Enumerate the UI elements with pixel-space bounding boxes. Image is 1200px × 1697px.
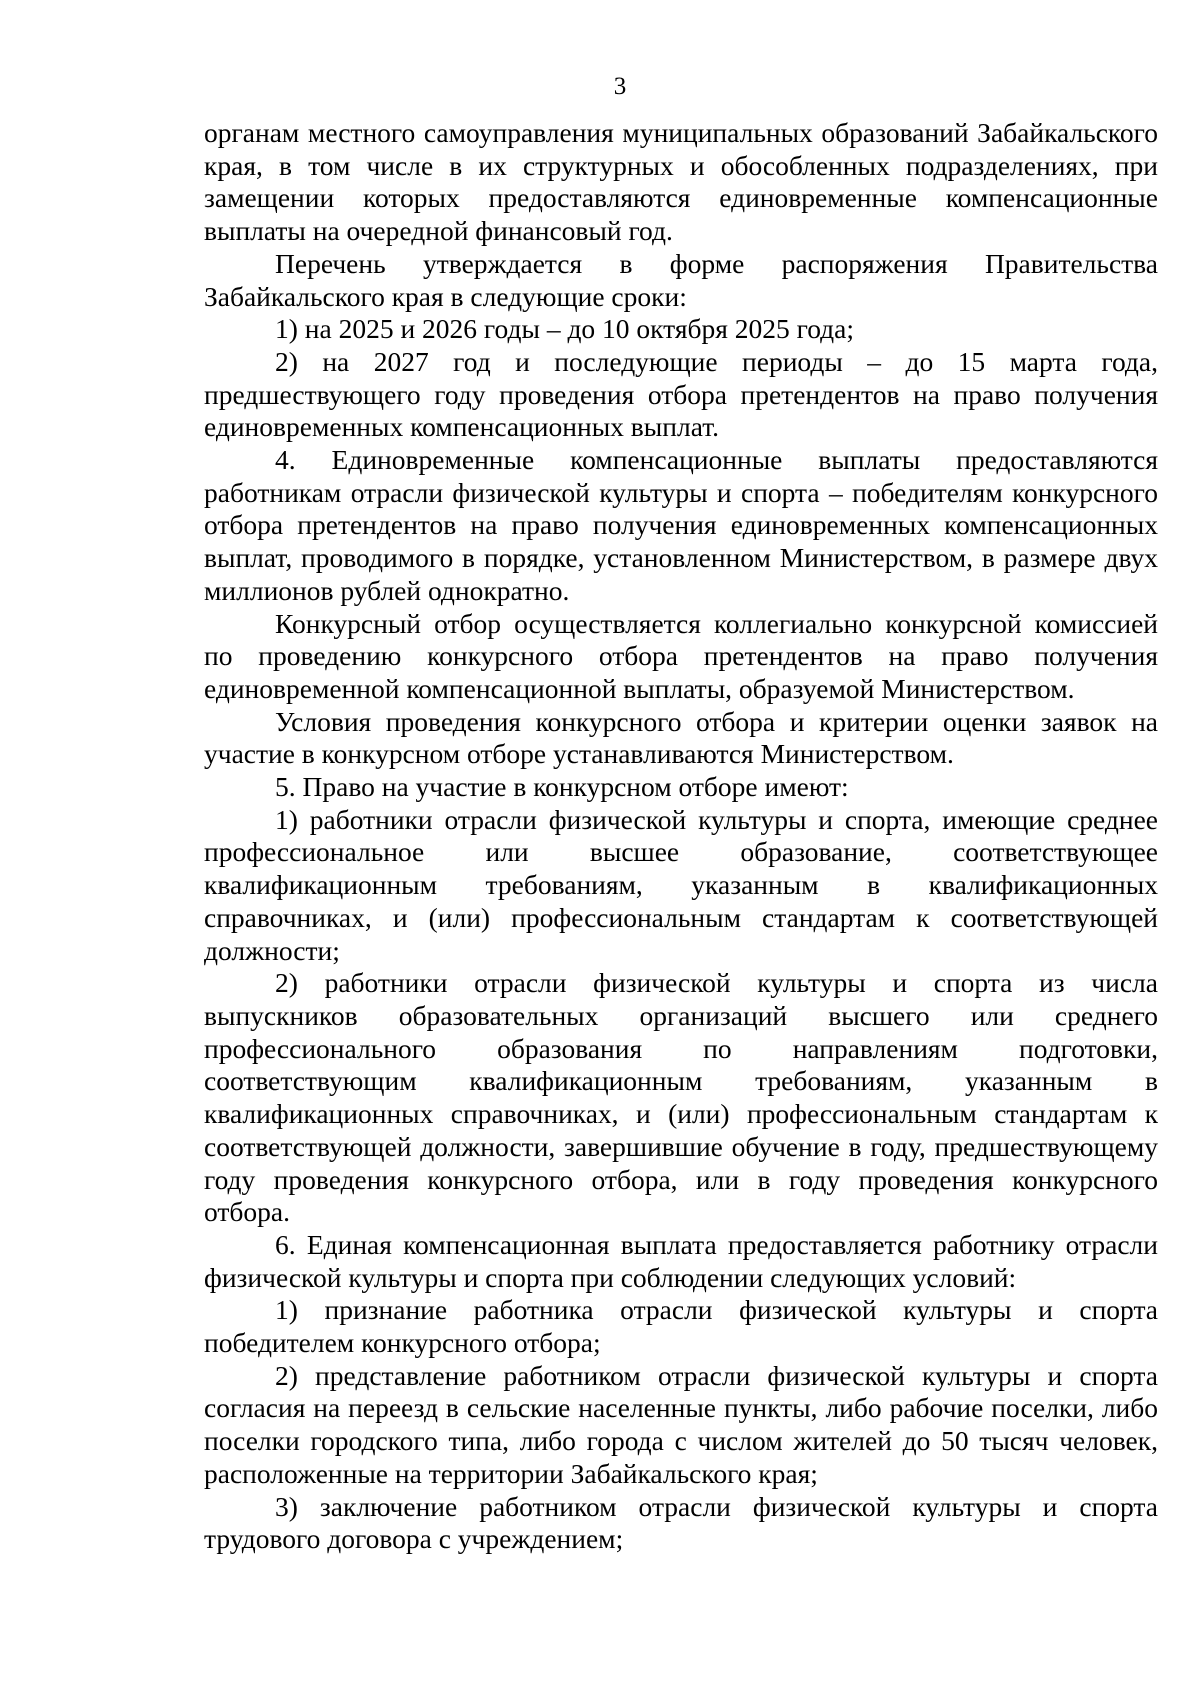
paragraph-clause-5-item-2: 2) работники отрасли физической культуры и спорта из числа выпускников образовательных организаций высшего или среднего профессионального образования по направлениям подготовки, соответствующим квалификационным требованиям, указанным в квалификационных справочниках, и (или) профессиональным стандартам к соответствующей должности, завершившие обучение в году, предшествующему году проведения конкурсного отбора, или в году проведения конкурсного отбора. [204, 967, 1158, 1228]
paragraph-competition-commission: Конкурсный отбор осуществляется коллегиально конкурсной комиссией по проведению конкурсного отбора претендентов на право получения единовременной компенсационной выплаты, образуемой Министерством. [204, 607, 1158, 704]
paragraph-clause-5-item-1: 1) работники отрасли физической культуры и спорта, имеющие среднее профессиональное или высшее образование, соответствующее квалификационным требованиям, указанным в квалификационных справочниках, и (или) профессиональным стандартам к соответствующей должности; [204, 803, 1158, 966]
paragraph-clause-6-item-2: 2) представление работником отрасли физической культуры и спорта согласия на переезд в сельские населенные пункты, либо рабочие поселки, либо поселки городского типа, либо города с числом жителей до 50 тысяч человек, расположенные на территории Забайкальского края; [204, 1359, 1158, 1489]
paragraph-clause-6-item-1: 1) признание работника отрасли физической культуры и спорта победителем конкурсного отбора; [204, 1294, 1158, 1359]
paragraph-clause-5: 5. Право на участие в конкурсном отборе имеют: [275, 771, 849, 803]
paragraph-continuation: органам местного самоуправления муниципальных образований Забайкальского края, в том числе в их структурных и обособленных подразделениях, при замещении которых предоставляются единовременные компенсационные выплаты на очередной финансовый год. [204, 117, 1158, 247]
paragraph-term-2027: 2) на 2027 год и последующие периоды – до 15 марта года, предшествующего году проведения отбора претендентов на право получения единовременных компенсационных выплат. [204, 345, 1158, 443]
document-body [204, 117, 1158, 1556]
paragraph-clause-6-item-3: 3) заключение работником отрасли физической культуры и спорта трудового договора с учреждением; [204, 1490, 1158, 1555]
paragraph-list-approval: Перечень утверждается в форме распоряжения Правительства Забайкальского края в следующие сроки: [204, 247, 1158, 312]
page-number: 3 [613, 73, 627, 100]
paragraph-term-2025-2026: 1) на 2025 и 2026 годы – до 10 октября 2025 года; [275, 313, 855, 345]
paragraph-clause-4: 4. Единовременные компенсационные выплаты предоставляются работникам отрасли физической культуры и спорта – победителям конкурсного отбора претендентов на право получения единовременных компенсационных выплат, проводимого в порядке, установленном Министерством, в размере двух миллионов рублей однократно. [204, 444, 1158, 606]
paragraph-clause-6: 6. Единая компенсационная выплата предоставляется работнику отрасли физической культуры и спорта при соблюдении следующих условий: [204, 1228, 1158, 1293]
paragraph-competition-conditions: Условия проведения конкурсного отбора и критерии оценки заявок на участие в конкурсном отборе устанавливаются Министерством. [204, 705, 1158, 770]
